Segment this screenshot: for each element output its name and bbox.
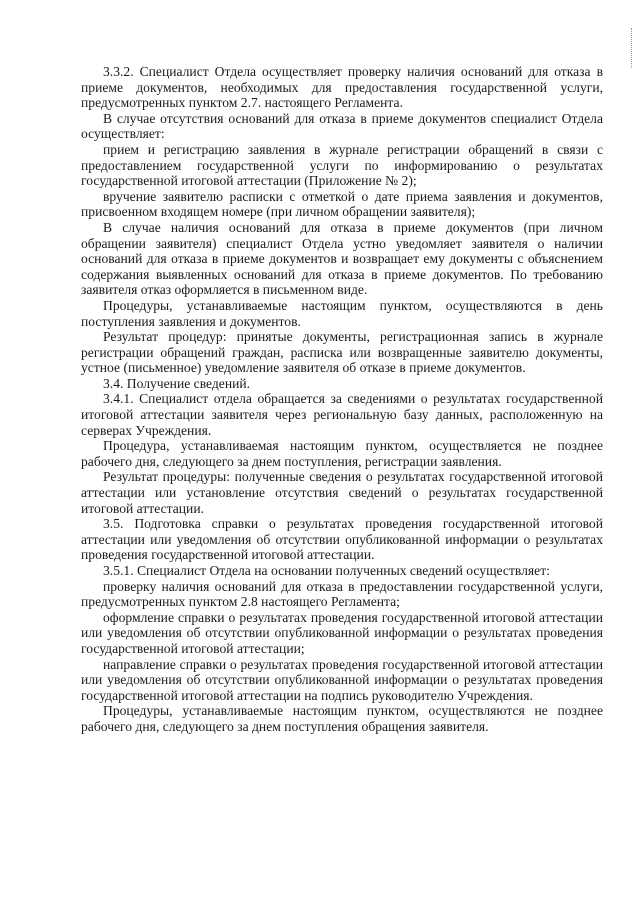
paragraph-check-grounds: проверку наличия оснований для отказа в предоставлении государственной услуги, предусмотренных пунктом 2.8 настоящего Регламента; — [81, 578, 603, 610]
paragraph-procedure-timing: Процедуры, устанавливаемые настоящим пунктом, осуществляются в день поступления заявления и документов. — [81, 297, 603, 329]
paragraph-3-4-timing: Процедура, устанавливаемая настоящим пунктом, осуществляется не позднее рабочего дня, следующего за днем поступления, регистрации заявления. — [81, 438, 603, 469]
paragraph-3-3-2: 3.3.2. Специалист Отдела осуществляет проверку наличия оснований для отказа в приеме документов, необходимых для предоставления государственной услуги, предусмотренных пунктом 2.7. настоящего Регламента. — [81, 64, 603, 111]
paragraph-grounds-for-refusal: В случае наличия оснований для отказа в приеме документов (при личном обращении заявителя) специалист Отдела устно уведомляет заявителя о наличии оснований для отказа в приеме документов и возвращает ему документы с объяснением содержания выявленных оснований для отказа в приеме документов. По требованию заявителя отказ оформляется в письменном виде. — [81, 219, 603, 298]
paragraph-registration: прием и регистрацию заявления в журнале регистрации обращений в связи с предоставлением государственной услуги по информированию о результатах государственной итоговой аттестации (Приложение № 2); — [81, 141, 603, 189]
paragraph-procedure-result: Результат процедур: принятые документы, регистрационная запись в журнале регистрации обращений граждан, расписка или возвращенные заявителю документы, устное (письменное) уведомление заявителя об отказе в приеме документов. — [81, 329, 603, 376]
paragraph-3-4-1: 3.4.1. Специалист отдела обращается за сведениями о результатах государственной итоговой аттестации заявителя через региональную базу данных, расположенную на серверах Учреждения. — [81, 391, 603, 438]
section-heading-3-4: 3.4. Получение сведений. — [103, 375, 251, 391]
paragraph-receipt: вручение заявителю расписки с отметкой о дате приема заявления и документов, присвоенном входящем номере (при личном обращении заявителя); — [81, 188, 603, 220]
scan-edge-mark — [631, 28, 634, 68]
paragraph-3-5-1: 3.5.1. Специалист Отдела на основании полученных сведений осуществляет: — [103, 563, 550, 578]
paragraph-send-for-signature: направление справки о результатах проведения государственной итоговой аттестации или уведомления об отсутствии опубликованной информации о результатах проведения государственной итоговой аттестации на подпись руководителю Учреждения. — [81, 656, 603, 703]
paragraph-3-4-result: Результат процедуры: полученные сведения о результатах государственной итоговой аттестации или установление отсутствия сведений о результатах государственной итоговой аттестации. — [81, 469, 603, 516]
document-body — [81, 64, 603, 735]
paragraph-3-5-timing: Процедуры, устанавливаемые настоящим пунктом, осуществляются не позднее рабочего дня, следующего за днем поступления обращения заявителя. — [81, 703, 603, 734]
paragraph-no-grounds: В случае отсутствия оснований для отказа в приеме документов специалист Отдела осуществляет: — [81, 110, 603, 142]
paragraph-prepare-certificate: оформление справки о результатах проведения государственной итоговой аттестации или уведомления об отсутствии опубликованной информации о результатах проведения государственной итоговой аттестации; — [81, 609, 603, 656]
section-heading-3-5: 3.5. Подготовка справки о результатах проведения государственной итоговой аттестации или уведомления об отсутствии опубликованной информации о результатах проведения государственной итоговой аттестации. — [81, 516, 603, 563]
